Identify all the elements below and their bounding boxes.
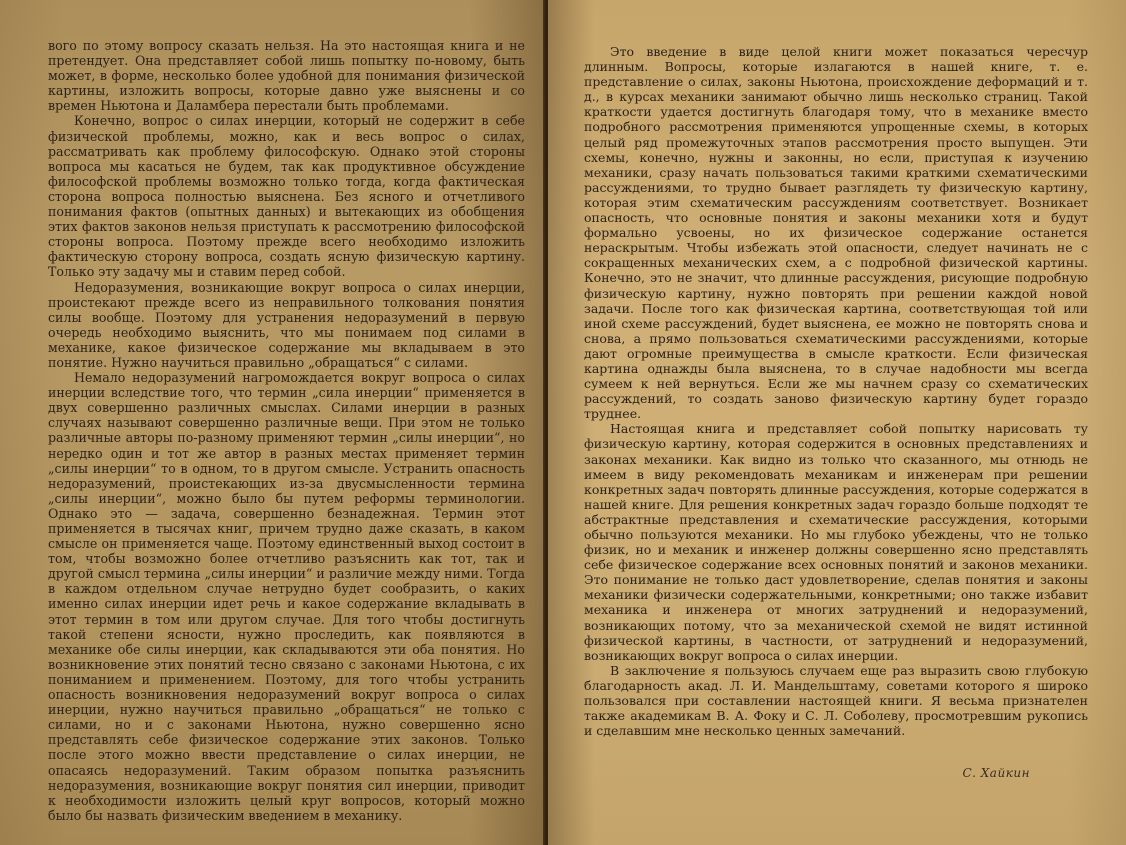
left-paragraph-4: Немало недоразумений нагромождается вокруг вопроса о силах инерции вследствие того, что термин „сила инерции“ применяется в двух совершенно различных смыслах. Силами инерции в разных случаях называют совершенно различные вещи. При этом не только различные авторы по-разному применяют термин „силы инерции“, но нередко один и тот же автор в разных местах применяет термин „силы инерции“ то в одном, то в другом смысле. Устранить опасность недоразумений, проистекающих из-за двусмысленности термина „силы инерции“, можно было бы путем реформы терминологии. Однако это — задача, совершенно безнадежная. Термин этот применяется в тысячах книг, причем трудно даже сказать, в каком смысле он применяется чаще. Поэтому единственный выход состоит в том, чтобы возможно более отчетливо разъяснить как тот, так и другой смысл термина „силы инерции“ и различие между ними. Тогда в каждом отдельном случае нетрудно будет сообразить, о каких именно силах инерции идет речь и какое содержание вкладывать в этот термин в том или другом случае. Для того чтобы достигнуть такой степени ясности, нужно проследить, как появляются в механике обе силы инерции, как складываются эти оба понятия. Но возникновение этих понятий тесно связано с законами Ньютона, с их пониманием и применением. Поэтому, для того чтобы устранить опасность возникновения недоразумений вокруг вопроса о силах инерции, нужно научиться правильно „обращаться“ не только с силами, но и с законами Ньютона, нужно совершенно ясно представлять себе физическое содержание этих законов. Только после этого можно ввести представление о силах инерции, не опасаясь недоразумений. Таким образом попытка разъяснить недоразумения, возникающие вокруг понятия сил инерции, приводит к необходимости изложить целый круг вопросов, который можно было бы назвать физическим введением в механику. [48, 370, 525, 823]
author-signature: С. Хайкин [962, 766, 1030, 780]
right-page [548, 0, 1126, 845]
right-paragraph-3: В заключение я пользуюсь случаем еще раз выразить свою глубокую благодарность акад. Л. И. Мандельштаму, советами которого я широко пользовался при составлении настоящей книги. Я весьма признателен также академикам В. А. Фоку и С. Л. Соболеву, просмотревшим рукопись и сделавшим мне несколько ценных замечаний. [584, 662, 1088, 739]
left-page [0, 0, 545, 845]
right-paragraph-1: Это введение в виде целой книги может показаться чересчур длинным. Вопросы, которые излагаются в нашей книге, т. е. представление о силах, законы Ньютона, происхождение деформаций и т. д., в курсах механики занимают обычно лишь несколько страниц. Такой краткости удается достигнуть благодаря тому, что в механике вместо подробного рассмотрения применяются упрощенные схемы, в которых целый ряд промежуточных этапов рассмотрения просто выпущен. Эти схемы, конечно, нужны и законны, но если, приступая к изучению механики, сразу начать пользоваться такими краткими схематическими рассуждениями, то трудно бывает разглядеть ту физическую картину, которая этим схематическим рассуждениям соответствует. Возникает опасность, что основные понятия и законы механики хотя и будут формально усвоены, но их физическое содержание останется нераскрытым. Чтобы избежать этой опасности, следует начинать не с сокращенных механических схем, а с подробной физической картины. Конечно, это не значит, что длинные рассуждения, рисующие подробную физическую картину, нужно повторять при решении каждой новой задачи. После того как физическая картина, соответствующая той или иной схеме рассуждений, будет выяснена, ее можно не повторять снова и снова, а прямо пользоваться схематическими рассуждениями, которые дают огромные преимущества в смысле краткости. Если физическая картина однажды была выяснена, то в случае надобности мы всегда сумеем к ней вернуться. Если же мы начнем сразу со схематических рассуждений, то создать заново физическую картину будет гораздо труднее. [584, 44, 1088, 422]
left-paragraph-2: Конечно, вопрос о силах инерции, который не содержит в себе физической проблемы, можно, как и весь вопрос о силах, рассматривать как проблему философскую. Однако этой стороны вопроса мы касаться не будем, так как продуктивное обсуждение философской проблемы возможно только тогда, когда фактическая сторона вопроса полностью выяснена. Без ясного и отчетливого понимания фактов (опытных данных) и вытекающих из обобщения этих фактов законов нельзя приступать к рассмотрению философской стороны вопроса. Поэтому прежде всего необходимо изложить фактическую сторону вопроса, создать ясную физическую картину. Только эту задачу мы и ставим перед собой. [48, 113, 525, 280]
right-paragraph-2: Настоящая книга и представляет собой попытку нарисовать ту физическую картину, которая содержится в основных представлениях и законах механики. Как видно из только что сказанного, мы отнюдь не имеем в виду рекомендовать механикам и инженерам при решении конкретных задач повторять длинные рассуждения, которые содержатся в нашей книге. Для решения конкретных задач гораздо больше подходят те абстрактные представления и схематические рассуждения, которыми обычно пользуются механики. Но мы глубоко убеждены, что не только физик, но и механик и инженер должны совершенно ясно представлять себе физическое содержание всех основных понятий и законов механики. Это понимание не только даст удовлетворение, сделав понятия и законы механики физически содержательными, конкретными; оно также избавит механика и инженера от многих затруднений и недоразумений, возникающих потому, что за механической схемой не видят истинной физической картины, в частности, от затруднений и недоразумений, возникающих вокруг вопроса о силах инерции. [584, 421, 1088, 663]
left-paragraph-3: Недоразумения, возникающие вокруг вопроса о силах инерции, проистекают прежде всего из неправильного толкования понятия силы вообще. Поэтому для устранения недоразумений в первую очередь необходимо выяснить, что мы понимаем под силами в механике, какое физическое содержание мы вкладываем в это понятие. Нужно научиться правильно „обращаться“ с силами. [48, 279, 525, 370]
left-paragraph-1: вого по этому вопросу сказать нельзя. На это настоящая книга и не претендует. Она представляет собой лишь попытку по-новому, быть может, в форме, несколько более удобной для понимания физической картины, изложить вопросы, которые давно уже выяснены и со времен Ньютона и Даламбера перестали быть проблемами. [48, 38, 525, 114]
